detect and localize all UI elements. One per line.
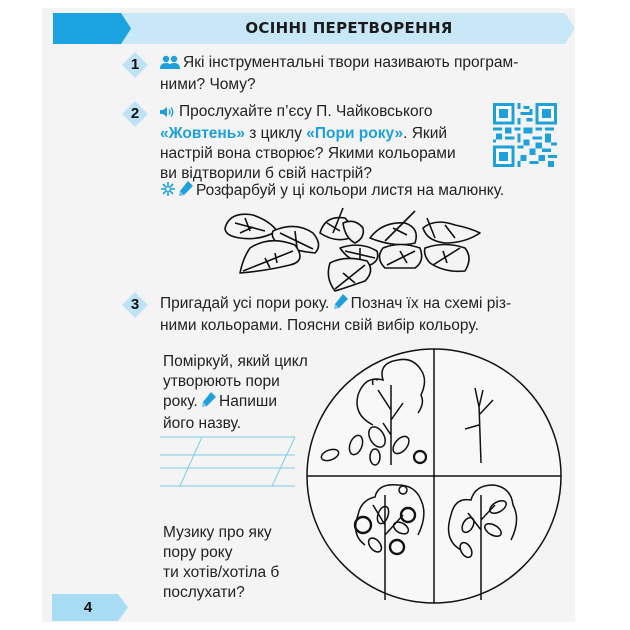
section-header	[53, 13, 575, 44]
side-question-music: Музику про яку пору року ти хотів/хотіла б послухати?	[163, 524, 280, 601]
task-3-text: Пригадай усі пори року. Познач їх на схемі різ- ними кольорами. Поясни свій вибір кольору.	[160, 295, 512, 334]
speaker-icon[interactable]	[160, 104, 176, 124]
page-title: ОСІННІ ПЕРЕТВОРЕННЯ	[245, 19, 453, 37]
pencil-icon	[202, 392, 216, 414]
page-number-tab	[52, 594, 128, 621]
answer-writing-lines[interactable]	[150, 435, 300, 495]
seasons-circle-diagram[interactable]	[303, 345, 565, 612]
task-number-badge-1: 1	[122, 52, 148, 78]
task-2-subtask: Розфарбуй у ці кольори листя на малюнку.	[160, 181, 570, 203]
pencil-icon	[334, 294, 348, 316]
qr-code[interactable]	[493, 103, 557, 167]
task-1-text: Які інструментальні твори називають програм- ними? Чому?	[160, 54, 519, 93]
creative-icon	[160, 181, 176, 203]
side-question-cycle: Поміркуй, який цикл утворюють пори року. Напиши його назву.	[163, 353, 308, 432]
pencil-icon	[179, 181, 193, 203]
task-number-badge-2: 2	[122, 101, 148, 127]
page-number: 4	[83, 599, 93, 616]
task-number-badge-3: 3	[122, 292, 148, 318]
leaves-coloring-picture[interactable]	[215, 203, 495, 298]
pair-work-icon	[160, 55, 180, 75]
task-2-text: Прослухайте п’єсу П. Чайковського «Жовтень» з циклу «Пори року». Який настрій вона створює? Якими кольорами ви відтворили б свій настрій?	[160, 103, 456, 182]
